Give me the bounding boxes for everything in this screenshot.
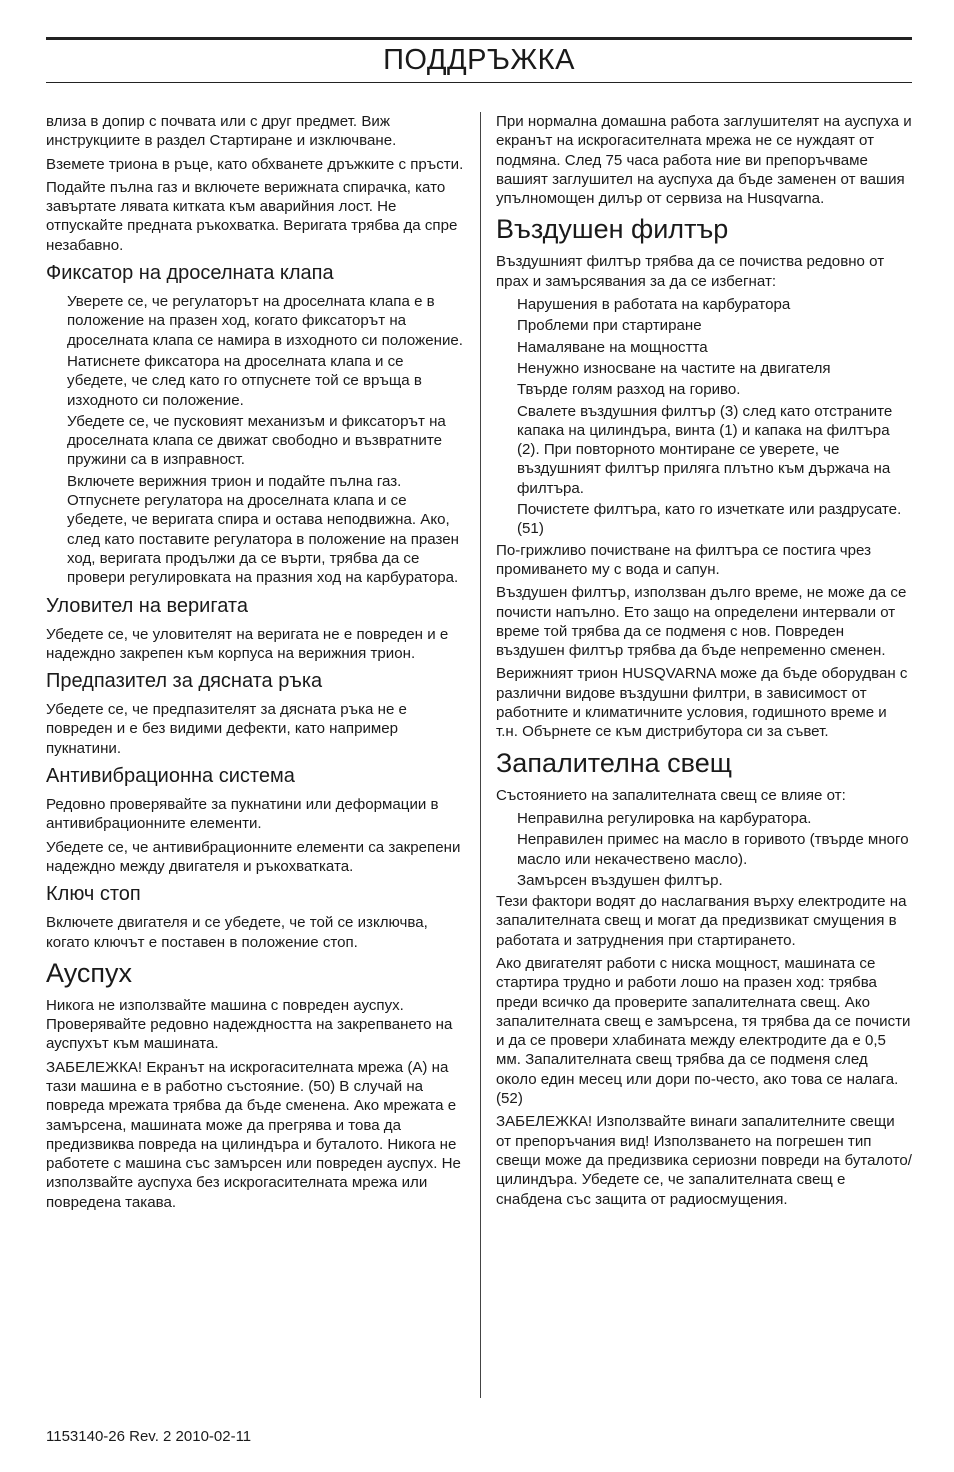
throttle-lock-list (46, 292, 466, 587)
list-item: Нарушения в работата на карбуратора (517, 296, 791, 314)
list-item: Неправилен примес на масло в горивото (твърде много масло или некачествено масло). (517, 831, 909, 868)
paragraph: При нормална домашна работа заглушителят на ауспуха и екранът на искрогасителната мрежа не се нуждаят от подмяна. След 75 часа работа ние ви препоръчваме вашият заглушител на ауспуха да бъде заменен от вашия упълномощен дилър от сервиза на Husqvarna. (496, 113, 912, 208)
paragraph: Тези фактори водят до наслагвания върху електродите на запалителната свещ и могат да предизвикат смущения в работата и затруднения при стартирането. (496, 893, 907, 949)
list-item: Убедете се, че пусковият механизъм и фиксаторът на дроселната клапа се движат свободно и възвратните пружини са в изправност. (67, 412, 446, 469)
spark-plug-list (496, 809, 912, 890)
list-item: Свалете въздушния филтър (3) след като отстраните капака на цилиндъра, винта (1) и капака на филтъра (2). При повторното монтиране се уверете, че въздушният филтър прилягa плътно към държача на филтъра. (517, 402, 893, 497)
list-item: Проблеми при стартиране (517, 317, 702, 335)
paragraph: Вземете триона в ръце, като обхванете дръжките с пръсти. (46, 155, 464, 173)
paragraph: Въздушен филтър, използван дълго време, не може да се почисти напълно. Ето защо на определени интервали от време той трябва да се подменя с нов. Повреден въздушен филтър трябва да бъде непременно сменен. (496, 584, 907, 660)
section-heading-chain-catcher: Уловител на веригата (46, 594, 248, 617)
section-heading-throttle-lock: Фиксатор на дроселната клапа (46, 262, 334, 285)
paragraph: Никога не използвайте машина с повреден ауспух. Проверявайте редовно надеждността на закрепването на ауспухът към машината. (46, 996, 453, 1053)
section-heading-spark-plug: Запалителна свещ (496, 747, 732, 778)
paragraph: Подайте пълна газ и включете верижната спирачка, като завъртате лявата китката към аварийния лост. Не отпускайте предната ръкохватка. Веригата трябва да спре незабавно. (46, 178, 458, 254)
list-item: Намаляване на мощността (517, 338, 708, 356)
paragraph: Верижният трион HUSQVARNA може да бъде оборудван с различни видове въздушни филтри, в зависимост от работните и климатичните условия, годишното време и т.н. Обърнете се към дистрибутора си за съвет. (496, 665, 908, 741)
paragraph: Убедете се, че антивибрационните елементи са закрепени надеждно между двигателя и ръкохватката. (46, 838, 461, 875)
document-revision-footer: 1153140-26 Rev. 2 2010-02-11 (46, 1428, 252, 1445)
header-rule-bottom (46, 82, 912, 83)
paragraph: ЗАБЕЛЕЖКА! Екранът на искрогасителната мрежа (А) на тази машина е в работно състояние. (50) В случай на повреда мрежата трябва да бъде сменена. Ако мрежата е замърсена, машината може да прегрява и това да предизвиква повреда на цилиндъра и буталото. Никога не работете с машина със замърсен или повреден ауспух. Не използвайте ауспуха без искрогасителната мрежа или повредена такава. (46, 1058, 461, 1211)
section-heading-air-filter: Въздушен филтър (496, 214, 729, 245)
paragraph: Ако двигателят работи с ниска мощност, машината се стартира трудно и работи лошо на празен ход: трябва преди всичко да проверите запалителната свещ. Ако запалителната свещ е замърсена, тя трябва да се почисти и да се провери хлабината между електродите да е 0,5 мм. Запалителната свещ трябва да се подменя след около един месец или дори по-често, ако това се налага. (52) (496, 954, 911, 1108)
list-item: Почистете филтъра, като го изчеткате или раздрусате. (51) (517, 501, 902, 538)
list-item: Неправилна регулировка на карбуратора. (517, 809, 812, 827)
paragraph: Убедете се, че уловителят на веригата не е повреден и е надеждно закрепен към корпуса на верижния трион. (46, 625, 449, 662)
list-item: Натиснете фиксатора на дроселната клапа и се убедете, че след като го отпуснете той се връща в изходното си положение. (67, 352, 422, 409)
paragraph: Убедете се, че предпазителят за дясната ръка не е повреден и е без видими дефекти, като например пукнатини. (46, 701, 407, 757)
list-item: Уверете се, че регулаторът на дроселната клапа е в положение на празен ход, когато фиксаторът на дроселната клапа се намира в изходното си положение. (67, 293, 463, 349)
header-rule-top (46, 37, 912, 40)
list-item: Включете верижния трион и подайте пълна газ. Отпуснете регулатора на дроселната клапа и се убедете, че веригата спира и остава неподвижна. Ако, след като поставите регулатора в положение на празен ход, веригата продължи да се върти, трябва да се провери регулировката на празния ход на карбуратора. (67, 472, 459, 587)
section-heading-muffler: Ауспух (46, 957, 133, 988)
list-item: Замърсен въздушен филтър. (517, 871, 723, 889)
section-heading-anti-vibration: Антивибрационна система (46, 765, 295, 788)
paragraph: влиза в допир с почвата или с друг предмет. Виж инструкциите в раздел Стартиране и изключване. (46, 113, 397, 150)
paragraph: ЗАБЕЛЕЖКА! Използвайте винаги запалителните свещи от препоръчания вид! Използването на погрешен тип свещи може да предизвика сериозни повреди на буталото/цилиндъра. Убедете се, че запалителната свещ е снабдена със защита от радиосмущения. (496, 1113, 912, 1208)
air-filter-list (496, 295, 912, 539)
right-column (496, 112, 912, 1213)
paragraph: Състоянието на запалителната свещ се влияе от: (496, 786, 846, 804)
left-column (46, 112, 466, 1216)
page-title: ПОДДРЪЖКА (383, 44, 575, 76)
paragraph: Включете двигателя и се убедете, че той се изключва, когато ключът е поставен в положение стоп. (46, 914, 428, 951)
section-heading-right-hand-guard: Предпазител за дясната ръка (46, 670, 323, 693)
paragraph: По-грижливо почистване на филтъра се постига чрез промиването му с вода и сапун. (496, 541, 872, 578)
paragraph: Въздушният филтър трябва да се почиства редовно от прах и замърсявания за да се избегнат: (496, 253, 885, 290)
list-item: Ненужно износване на частите на двигателя (517, 359, 831, 377)
column-divider (480, 112, 481, 1398)
paragraph: Редовно проверявайте за пукнатини или деформации в антивибрационните елементи. (46, 796, 439, 833)
list-item: Твърде голям разход на гориво. (517, 381, 741, 399)
section-heading-stop-switch: Ключ стоп (46, 883, 141, 906)
